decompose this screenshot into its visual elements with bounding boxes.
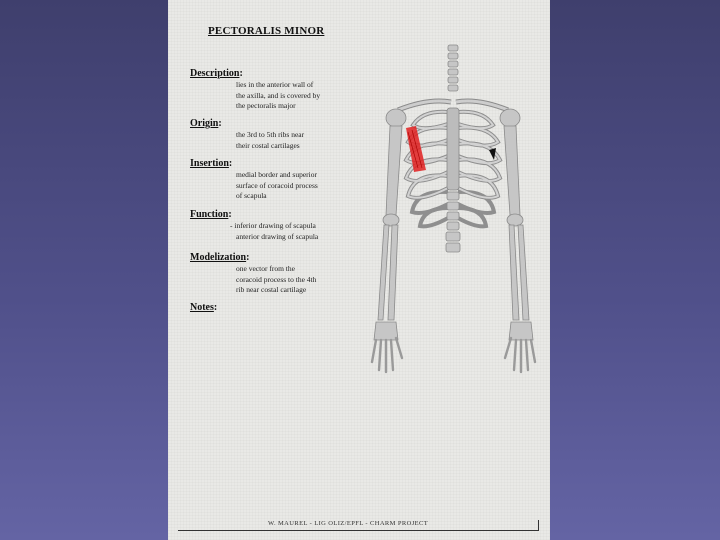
section-heading-notes: Notes:	[190, 302, 218, 313]
section-line: anterior drawing of scapula	[236, 231, 319, 241]
section-body-function	[230, 221, 318, 242]
section-body-origin	[236, 130, 304, 151]
section-heading-label: Description	[190, 68, 240, 79]
page-footer: W. MAUREL - LIG OLIZ/EPFL - CHARM PROJECT	[268, 520, 429, 527]
section-line: of scapula	[236, 191, 267, 200]
document-page	[168, 0, 550, 540]
section-line: the axilla, and is covered by	[236, 90, 321, 100]
page-title: PECTORALIS MINOR	[208, 25, 325, 37]
section-line: the 3rd to 5th ribs near	[236, 130, 305, 139]
section-line: rib near costal cartilage	[236, 285, 307, 294]
section-line: coracoid process to the 4th	[236, 274, 317, 284]
section-heading-label: Notes	[190, 302, 214, 313]
footer-rule	[178, 530, 539, 531]
section-body-insertion	[236, 170, 318, 202]
section-body-description	[236, 80, 320, 112]
section-line: surface of coracoid process	[236, 180, 318, 190]
skeleton-illustration	[368, 40, 548, 390]
section-heading-description: Description:	[190, 68, 243, 79]
section-heading-modelization: Modelization:	[190, 252, 250, 263]
pectoralis-minor-muscle	[406, 126, 426, 172]
section-heading-label: Modelization	[190, 252, 247, 263]
section-heading-label: Insertion	[190, 158, 229, 169]
footer-rule	[538, 520, 539, 530]
section-heading-function: Function:	[190, 209, 232, 220]
section-line: their costal cartilages	[236, 140, 300, 150]
section-heading-origin: Origin:	[190, 118, 222, 129]
section-heading-insertion: Insertion:	[190, 158, 233, 169]
section-line: medial border and superior	[236, 170, 318, 179]
section-line: the pectoralis major	[236, 101, 296, 110]
section-heading-label: Origin	[190, 118, 219, 129]
section-body-modelization	[236, 264, 316, 296]
section-line: lies in the anterior wall of	[236, 80, 314, 89]
section-line: - inferior drawing of scapula	[230, 221, 316, 230]
section-heading-label: Function	[190, 209, 229, 220]
section-line: one vector from the	[236, 264, 295, 273]
